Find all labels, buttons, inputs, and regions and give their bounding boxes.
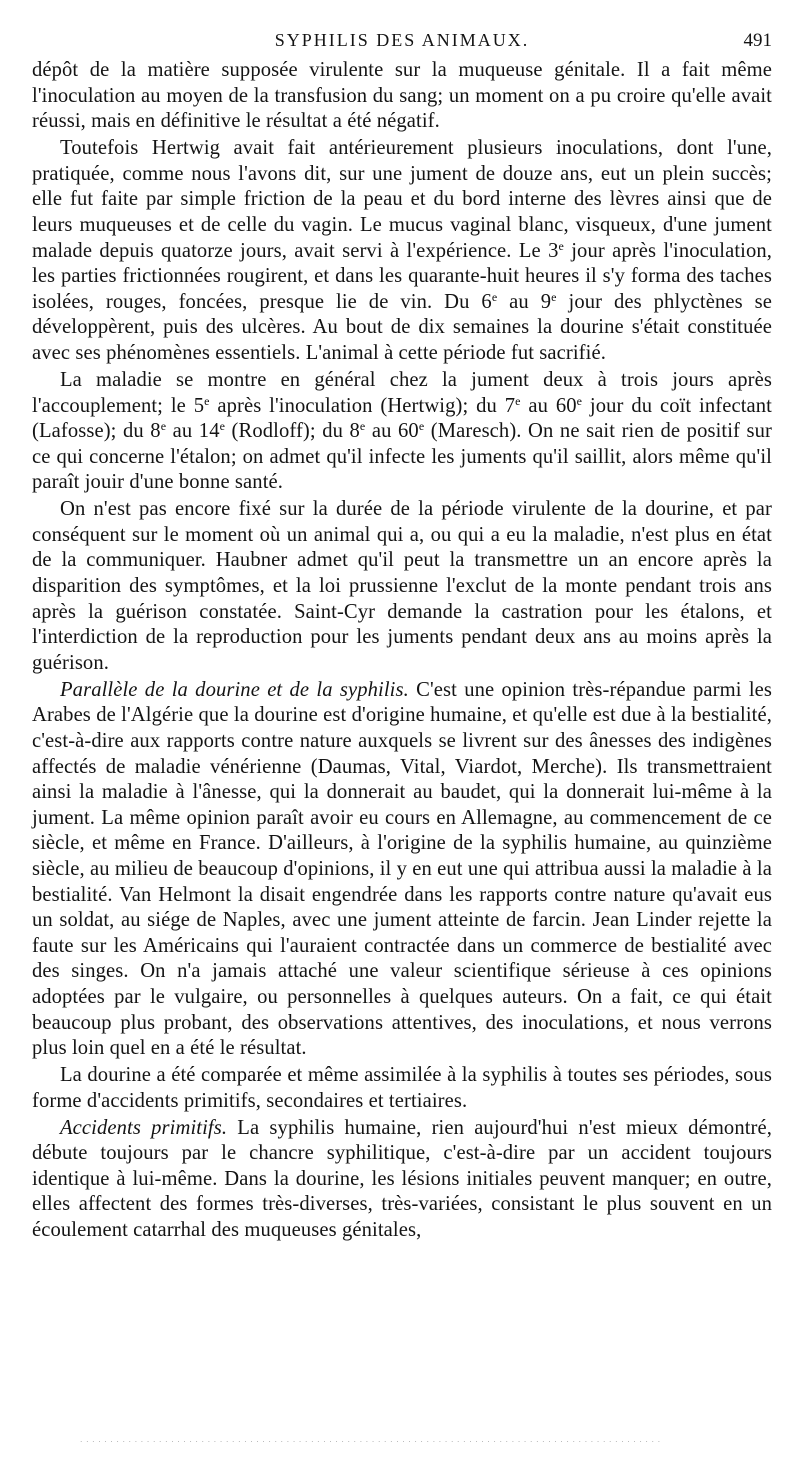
text-run: La dourine a été comparée et même assimilée à la syphilis à toutes ses périodes, sous forme d'accidents primitifs, secondaires et tertiaires. — [32, 1064, 772, 1112]
text-run: au 60 — [520, 394, 577, 417]
body-text — [32, 58, 772, 1244]
paragraph — [32, 1116, 772, 1244]
text-run: jour des phlyctènes se développèrent, puis des ulcères. Au bout de dix semaines la dourine s'était constituée avec ses phénomènes essentiels. L'animal à cette période fut sacrifié. — [32, 290, 772, 364]
ordinal-superscript: e — [204, 393, 210, 408]
ordinal-superscript: e — [491, 289, 498, 304]
ordinal-superscript: e — [576, 393, 583, 408]
paragraph — [32, 58, 772, 135]
bleed-through-line: · · · · · · · · · · · · · · · · · · · · · · · · · · · · · · · · · · · · · · · · · · · · · · · · · · · · · · · · · · · · · · · · · · · · · · · · · · · · · · · · · · · · · · · · · · · · · · · · — [80, 1438, 662, 1446]
ordinal-superscript: e — [515, 393, 521, 408]
page-number: 491 — [743, 30, 772, 51]
text-run: On n'est pas encore fixé sur la durée de la période virulente de la dourine, et par conséquent sur le moment où un animal qui a, ou qui a eu la maladie, n'est plus en état de la communiquer. Haubner admet qu'il peut la transmettre un an encore après la disparition des symptômes, et la loi prussienne l'exclut de la monte pendant trois ans après la guérison constatée. Saint-Cyr demande la castration pour les étalons, et l'interdiction de la reproduction pour les juments pendant deux ans au moins après la guérison. — [32, 498, 772, 674]
running-title: SYPHILIS DES ANIMAUX. — [274, 30, 530, 50]
ordinal-superscript: e — [551, 289, 557, 304]
text-run: après l'inoculation (Hertwig); du 7 — [209, 394, 516, 417]
ordinal-superscript: e — [160, 419, 167, 434]
paragraph — [32, 1063, 772, 1114]
paragraph — [32, 368, 772, 496]
text-run: (Rodloff); du 8 — [225, 420, 360, 443]
text-run: au 60 — [365, 420, 419, 443]
ordinal-superscript: e — [418, 419, 425, 434]
paragraph — [32, 497, 772, 676]
ordinal-superscript: e — [219, 419, 226, 434]
text-run: dépôt de la matière supposée virulente sur la muqueuse génitale. Il a fait même l'inoculation au moyen de la transfusion du sang; un moment on a pu croire qu'elle avait réussi, mais en définitive le résultat a été négatif. — [32, 59, 772, 133]
section-lead-italic: Accidents primitifs. — [60, 1116, 228, 1139]
text-run: La maladie se montre en général chez la jument deux à trois jours après l'accouplement; le 5 — [32, 368, 772, 417]
text-run: au 9 — [497, 290, 552, 313]
ordinal-superscript: e — [558, 238, 564, 253]
paragraph — [32, 136, 772, 366]
text-run: (Maresch). On ne sait rien de positif sur ce qui concerne l'étalon; on admet qu'il infecte les juments qu'il saillit, alors même qu'il paraît jouir d'une bonne santé. — [32, 420, 772, 494]
section-lead-italic: Parallèle de la dourine et de la syphilis. — [60, 678, 409, 701]
text-run: La syphilis humaine, rien aujourd'hui n'est mieux démontré, débute toujours par le chancre syphilitique, c'est-à-dire par un accident toujours identique à lui-même. Dans la dourine, les lésions initiales peuvent manquer; en outre, elles affectent des formes très-diverses, très-variées, consistant le plus souvent en un écoulement catarrhal des muqueuses génitales, — [32, 1116, 772, 1242]
ordinal-superscript: e — [359, 419, 366, 434]
text-run: jour après l'inoculation, les parties frictionnées rougirent, et dans les quarante-huit heures il s'y forma des taches isolées, rouges, foncées, presque lie de vin. Du 6 — [32, 239, 772, 313]
text-run: jour du coït infectant (Lafosse); du 8 — [32, 394, 772, 443]
paragraph — [32, 678, 772, 1062]
running-head — [32, 30, 772, 56]
text-run: au 14 — [166, 420, 220, 443]
text-run: C'est une opinion très-répandue parmi les Arabes de l'Algérie que la dourine est d'origine humaine, et qu'elle est due à la bestialité, c'est-à-dire aux rapports contre nature auxquels se livrent sur des ânesses des indigènes affectés de maladie vénérienne (Daumas, Vital, Viardot, Merche). Ils transmettraient ainsi la maladie à l'ânesse, qui la donnerait au baudet, qui la donnerait lui-même à la jument. La même opinion paraît avoir eu cours en Allemagne, au commencement de ce siècle, et même en France. D'ailleurs, à l'origine de la syphilis humaine, au quinzième siècle, au milieu de beaucoup d'opinions, il y en eut une qui attribua aussi la maladie à la bestialité. Van Helmont la disait engendrée dans les rapports contre nature qu'avait eus un soldat, au siége de Naples, avec une jument atteinte de farcin. Jean Linder rejette la faute sur les Américains qui l'auraient contractée dans un commerce de bestialité avec des singes. On n'a jamais attaché une valeur scientifique sérieuse à ces opinions adoptées par le vulgaire, ou personnelles à quelques auteurs. On a fait, ce qui était beaucoup plus probant, des observations attentives, des inoculations, et nous verrons plus loin quel en a été le résultat. — [32, 678, 772, 1060]
text-run: Toutefois Hertwig avait fait antérieurement plusieurs inoculations, dont l'une, pratiquée, comme nous l'avons dit, sur une jument de douze ans, eut un plein succès; elle fut faite par simple friction de la peau et du bord interne des lèvres ainsi que de leurs muqueuses et de celle du vagin. Le mucus vaginal blanc, visqueux, d'une jument malade depuis quatorze jours, avait servi à l'expérience. Le 3 — [32, 137, 772, 262]
